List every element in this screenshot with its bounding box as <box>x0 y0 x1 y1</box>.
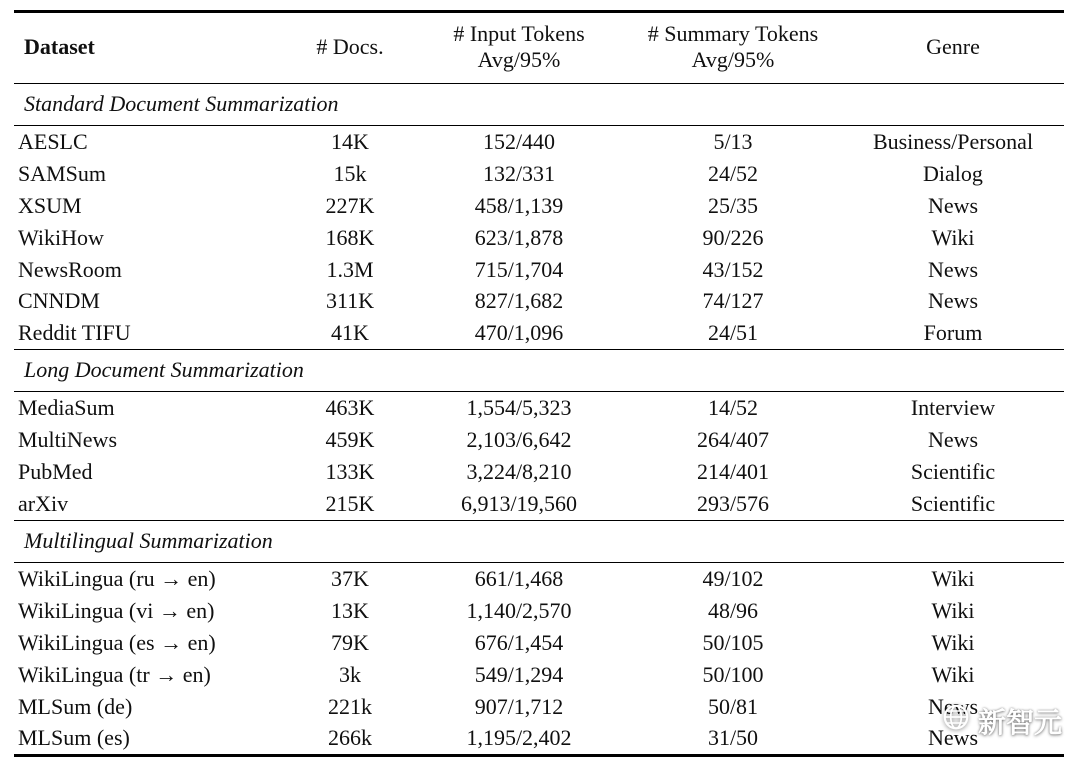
value-cell: 827/1,682 <box>474 288 564 314</box>
value-cell: News <box>927 427 979 453</box>
value-cell: Wiki <box>931 629 975 655</box>
value-cell: 152/440 <box>482 128 556 154</box>
table-section <box>14 83 1064 349</box>
value-cell: News <box>927 288 979 314</box>
value-cell: 3,224/8,210 <box>466 459 572 485</box>
value-cell: 1,140/2,570 <box>466 597 572 623</box>
table-header <box>14 12 1064 84</box>
value-cell: 90/226 <box>702 224 764 250</box>
value-cell: 715/1,704 <box>474 256 564 282</box>
dataset-name-cell: Reddit TIFU <box>18 320 131 346</box>
dataset-name-cell: SAMSum <box>18 160 107 186</box>
column-header-line: # Input Tokens <box>453 21 585 46</box>
value-cell: 48/96 <box>707 597 759 623</box>
section-title-row <box>14 520 1064 562</box>
table-section <box>14 520 1064 755</box>
value-cell: 266k <box>328 725 372 751</box>
value-cell: 6,913/19,560 <box>460 490 578 516</box>
column-header <box>624 12 842 84</box>
value-cell: 50/105 <box>702 629 764 655</box>
value-cell: 907/1,712 <box>474 693 564 719</box>
value-cell: 37K <box>331 565 369 591</box>
table-row <box>14 254 1064 286</box>
value-cell: News <box>927 725 979 751</box>
value-cell: 661/1,468 <box>474 565 564 591</box>
value-cell: 5/13 <box>713 128 753 154</box>
table-row <box>14 190 1064 222</box>
value-cell: 1,195/2,402 <box>466 725 572 751</box>
dataset-name-cell: NewsRoom <box>18 256 122 282</box>
value-cell: 43/152 <box>702 256 764 282</box>
table-row <box>14 158 1064 190</box>
value-cell: 215K <box>325 490 375 516</box>
value-cell: 50/81 <box>707 693 759 719</box>
table-section <box>14 350 1064 521</box>
value-cell: 549/1,294 <box>474 661 564 687</box>
dataset-name-cell: arXiv <box>18 490 69 516</box>
value-cell: 74/127 <box>702 288 764 314</box>
dataset-name-cell: XSUM <box>18 192 82 218</box>
value-cell: 2,103/6,642 <box>466 427 572 453</box>
table-row <box>14 488 1064 520</box>
value-cell: 14/52 <box>707 395 759 421</box>
value-cell: 14K <box>331 128 369 154</box>
value-cell: Dialog <box>923 160 983 186</box>
value-cell: 168K <box>325 224 375 250</box>
table-row <box>14 424 1064 456</box>
value-cell: 214/401 <box>696 459 770 485</box>
section-title: Standard Document Summarization <box>24 90 339 116</box>
column-header <box>14 12 286 84</box>
value-cell: News <box>927 693 979 719</box>
value-cell: 1.3M <box>326 256 374 282</box>
table-row <box>14 285 1064 317</box>
value-cell: Business/Personal <box>872 128 1034 154</box>
table-row <box>14 317 1064 349</box>
value-cell: 264/407 <box>696 427 770 453</box>
section-title-row <box>14 83 1064 125</box>
dataset-name-cell: WikiHow <box>18 224 104 250</box>
column-header <box>286 12 414 84</box>
value-cell: 15k <box>333 160 367 186</box>
value-cell: 311K <box>325 288 375 314</box>
value-cell: 459K <box>325 427 375 453</box>
value-cell: Scientific <box>910 459 996 485</box>
value-cell: 132/331 <box>482 160 556 186</box>
value-cell: 13K <box>331 597 369 623</box>
value-cell: 623/1,878 <box>474 224 564 250</box>
dataset-name-cell: WikiLingua (es → en) <box>18 629 216 655</box>
value-cell: News <box>927 192 979 218</box>
value-cell: 25/35 <box>707 192 759 218</box>
watermark-text: 新智元 <box>977 708 1062 739</box>
column-header-line: Avg/95% <box>691 46 775 72</box>
datasets-table <box>14 10 1064 757</box>
table-row <box>14 722 1064 755</box>
column-header <box>842 12 1064 84</box>
value-cell: 79K <box>331 629 369 655</box>
value-cell: 50/100 <box>702 661 764 687</box>
value-cell: News <box>927 256 979 282</box>
dataset-name-cell: MultiNews <box>18 427 117 453</box>
value-cell: 31/50 <box>707 725 759 751</box>
value-cell: 133K <box>325 459 375 485</box>
value-cell: 676/1,454 <box>474 629 564 655</box>
column-header <box>414 12 624 84</box>
value-cell: 221k <box>328 693 372 719</box>
table-row <box>14 456 1064 488</box>
column-header-line: Genre <box>926 33 980 59</box>
table-row <box>14 125 1064 157</box>
table-row <box>14 659 1064 691</box>
column-header-line: # Docs. <box>316 33 384 59</box>
dataset-name-cell: WikiLingua (tr → en) <box>18 661 211 687</box>
value-cell: 227K <box>325 192 375 218</box>
dataset-name-cell: PubMed <box>18 459 93 485</box>
value-cell: Scientific <box>910 490 996 516</box>
section-title: Multilingual Summarization <box>24 527 273 553</box>
value-cell: 24/52 <box>707 160 759 186</box>
value-cell: 458/1,139 <box>474 192 564 218</box>
table-row <box>14 222 1064 254</box>
header-row <box>14 12 1064 84</box>
value-cell: 463K <box>325 395 375 421</box>
column-header-line: # Summary Tokens <box>647 21 819 46</box>
value-cell: 49/102 <box>702 565 764 591</box>
value-cell: 41K <box>331 320 369 346</box>
value-cell: Wiki <box>931 597 975 623</box>
value-cell: Wiki <box>931 224 975 250</box>
value-cell: Forum <box>923 320 983 346</box>
section-title-row <box>14 350 1064 392</box>
dataset-name-cell: WikiLingua (ru → en) <box>18 565 216 591</box>
value-cell: 293/576 <box>696 490 770 516</box>
value-cell: Wiki <box>931 565 975 591</box>
dataset-name-cell: AESLC <box>18 128 88 154</box>
value-cell: 1,554/5,323 <box>466 395 572 421</box>
dataset-name-cell: MLSum (es) <box>18 725 130 751</box>
value-cell: 24/51 <box>707 320 759 346</box>
value-cell: 3k <box>339 661 361 687</box>
column-header-line: Dataset <box>24 33 95 59</box>
dataset-name-cell: CNNDM <box>18 288 100 314</box>
table-row <box>14 562 1064 594</box>
column-header-line: Avg/95% <box>477 46 561 72</box>
table-row <box>14 691 1064 723</box>
dataset-name-cell: WikiLingua (vi → en) <box>18 597 215 623</box>
table-row <box>14 392 1064 424</box>
section-title: Long Document Summarization <box>24 357 304 383</box>
dataset-name-cell: MLSum (de) <box>18 693 133 719</box>
table-row <box>14 595 1064 627</box>
table-row <box>14 627 1064 659</box>
value-cell: Wiki <box>931 661 975 687</box>
dataset-name-cell: MediaSum <box>18 395 115 421</box>
value-cell: 470/1,096 <box>474 320 564 346</box>
value-cell: Interview <box>910 395 996 421</box>
